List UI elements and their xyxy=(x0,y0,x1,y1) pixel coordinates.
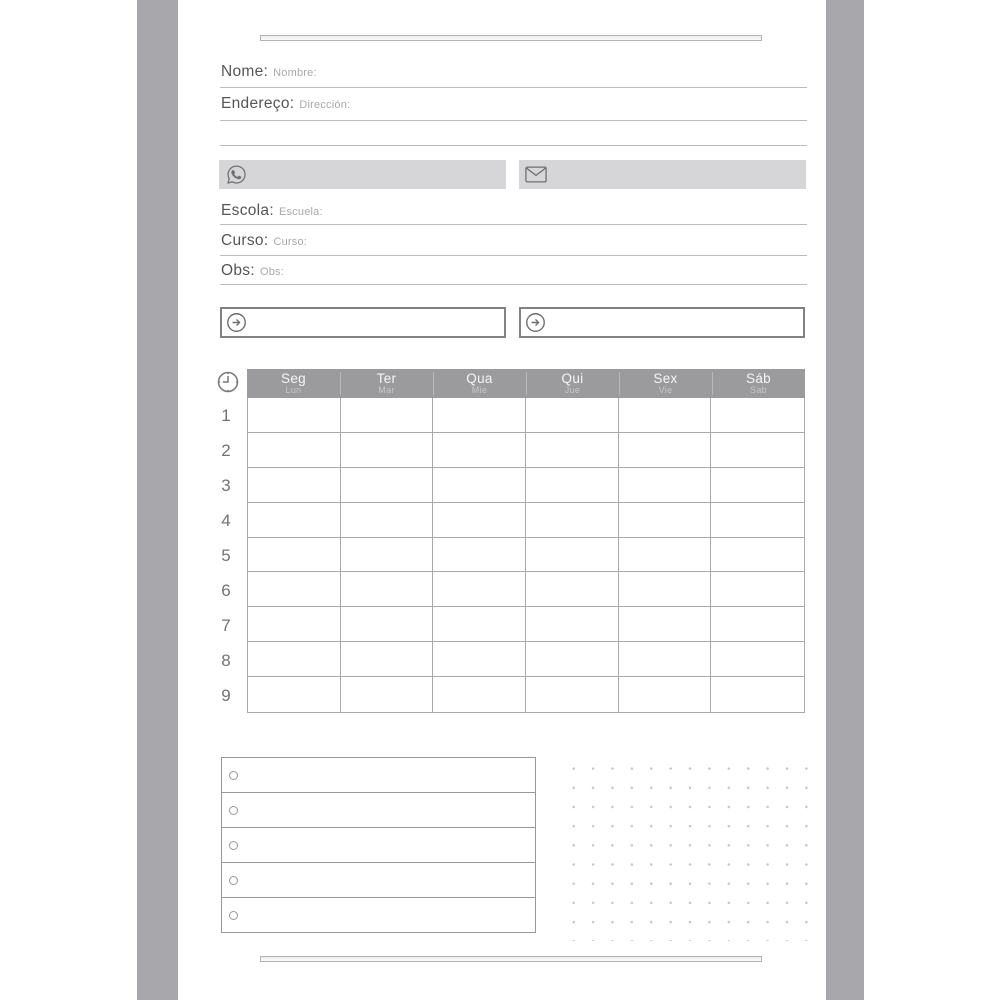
day-sublabel: Vie xyxy=(658,385,673,395)
schedule-cell xyxy=(341,642,434,677)
field-endereco xyxy=(221,95,350,113)
schedule-cell xyxy=(619,607,712,642)
schedule-cell xyxy=(619,398,712,433)
schedule-cell xyxy=(711,538,804,573)
schedule-cell xyxy=(433,433,526,468)
day-label: Seg xyxy=(281,371,306,386)
curso-write-line xyxy=(220,255,807,256)
nombre-sublabel: Nombre: xyxy=(273,67,317,79)
whatsapp-icon xyxy=(225,163,248,186)
day-label: Qui xyxy=(561,371,584,386)
schedule-cell xyxy=(711,468,804,503)
field-curso xyxy=(221,232,307,250)
circle-outline-icon xyxy=(229,911,238,920)
schedule-cell xyxy=(248,572,341,607)
escola-write-line xyxy=(220,224,807,225)
endereco-write-line xyxy=(220,120,807,121)
day-sublabel: Jue xyxy=(564,385,581,395)
schedule-cell xyxy=(619,468,712,503)
schedule-cell xyxy=(619,538,712,573)
schedule-cell xyxy=(248,398,341,433)
schedule-cell xyxy=(341,538,434,573)
schedule-cell xyxy=(248,607,341,642)
schedule-cell xyxy=(619,642,712,677)
schedule-cell xyxy=(526,607,619,642)
schedule-cell xyxy=(248,538,341,573)
day-header-ter xyxy=(340,369,433,398)
day-sublabel: Sab xyxy=(750,385,767,395)
email-bar xyxy=(519,160,806,189)
schedule-cell xyxy=(341,572,434,607)
schedule-cell xyxy=(341,398,434,433)
schedule-cell xyxy=(248,468,341,503)
endereco-label: Endereço: xyxy=(221,95,295,112)
schedule-cell xyxy=(433,677,526,712)
period-5: 5 xyxy=(221,545,231,565)
checklist-row xyxy=(222,793,535,828)
nome-write-line xyxy=(220,87,807,88)
nome-label: Nome: xyxy=(221,63,269,80)
schedule-cell xyxy=(619,572,712,607)
schedule-cell xyxy=(341,433,434,468)
circle-outline-icon xyxy=(229,771,238,780)
schedule-cell xyxy=(433,607,526,642)
field-obs xyxy=(221,262,284,280)
schedule-cell xyxy=(433,503,526,538)
schedule-cell xyxy=(248,642,341,677)
schedule-cell xyxy=(526,433,619,468)
arrow-circle-icon xyxy=(525,312,546,333)
schedule-cell xyxy=(526,468,619,503)
whatsapp-bar xyxy=(219,160,506,189)
envelope-icon xyxy=(525,166,547,183)
circle-outline-icon xyxy=(229,806,238,815)
schedule-cell xyxy=(433,572,526,607)
day-header-seg xyxy=(247,369,340,398)
checklist-row xyxy=(222,828,535,863)
day-label: Sáb xyxy=(746,371,771,386)
schedule-cell xyxy=(711,607,804,642)
day-label: Qua xyxy=(466,371,493,386)
period-numbers xyxy=(212,398,240,713)
period-2: 2 xyxy=(221,440,231,460)
top-divider-bar xyxy=(260,35,762,41)
day-sublabel: Mar xyxy=(378,385,395,395)
schedule-cell xyxy=(341,677,434,712)
bottom-divider-bar xyxy=(260,956,762,962)
schedule-cell xyxy=(526,677,619,712)
schedule-cell xyxy=(711,503,804,538)
day-header-sex xyxy=(619,369,712,398)
page-edge-left xyxy=(137,0,178,1000)
checklist-row xyxy=(222,898,535,932)
schedule-cell xyxy=(433,538,526,573)
schedule-cell xyxy=(619,677,712,712)
circle-outline-icon xyxy=(229,841,238,850)
day-label: Ter xyxy=(376,371,397,386)
schedule-cell xyxy=(341,503,434,538)
obs-label: Obs: xyxy=(221,262,255,279)
schedule-cell xyxy=(711,642,804,677)
endereco-write-line-2 xyxy=(220,145,807,146)
period-4: 4 xyxy=(221,510,231,530)
checklist-row xyxy=(222,863,535,898)
schedule-cell xyxy=(711,677,804,712)
schedule-cell xyxy=(711,572,804,607)
escuela-sublabel: Escuela: xyxy=(278,206,323,218)
curso-label: Curso: xyxy=(221,232,269,249)
schedule-cell xyxy=(711,398,804,433)
curso-sublabel: Curso: xyxy=(273,236,308,248)
schedule-cell xyxy=(341,607,434,642)
day-sublabel: Lun xyxy=(285,385,302,395)
period-8: 8 xyxy=(221,650,231,670)
field-nome xyxy=(221,63,317,81)
schedule-cell xyxy=(526,538,619,573)
link-box-right xyxy=(519,307,805,338)
arrow-circle-icon xyxy=(226,312,247,333)
day-header-qua xyxy=(433,369,526,398)
schedule-cell xyxy=(619,433,712,468)
schedule-cell xyxy=(711,433,804,468)
schedule-cell xyxy=(248,433,341,468)
schedule-cell xyxy=(433,468,526,503)
period-6: 6 xyxy=(221,580,231,600)
checklist xyxy=(221,757,536,933)
schedule-cell xyxy=(341,468,434,503)
schedule-cell xyxy=(433,398,526,433)
link-box-left xyxy=(220,307,506,338)
schedule-cell xyxy=(248,503,341,538)
clock-icon xyxy=(216,370,240,394)
schedule-cell xyxy=(619,503,712,538)
schedule-grid xyxy=(247,398,805,713)
dot-grid xyxy=(556,751,808,941)
schedule-cell xyxy=(526,503,619,538)
period-7: 7 xyxy=(221,615,231,635)
period-9: 9 xyxy=(221,685,231,705)
schedule-cell xyxy=(248,677,341,712)
schedule-cell xyxy=(526,398,619,433)
schedule-cell xyxy=(526,572,619,607)
period-3: 3 xyxy=(221,475,231,495)
day-sublabel: Mie xyxy=(471,385,488,395)
day-header-sab xyxy=(712,369,805,398)
schedule-cell xyxy=(526,642,619,677)
obs-sublabel: Obs: xyxy=(259,266,284,278)
day-header-qui xyxy=(526,369,619,398)
day-label: Sex xyxy=(653,371,678,386)
circle-outline-icon xyxy=(229,876,238,885)
page-edge-right xyxy=(826,0,864,1000)
field-escola xyxy=(221,202,323,220)
escola-label: Escola: xyxy=(221,202,274,219)
obs-write-line xyxy=(220,284,807,285)
checklist-row xyxy=(222,758,535,793)
direccion-sublabel: Dirección: xyxy=(299,99,351,111)
schedule-header xyxy=(247,369,805,398)
schedule-cell xyxy=(433,642,526,677)
period-1: 1 xyxy=(221,405,231,425)
